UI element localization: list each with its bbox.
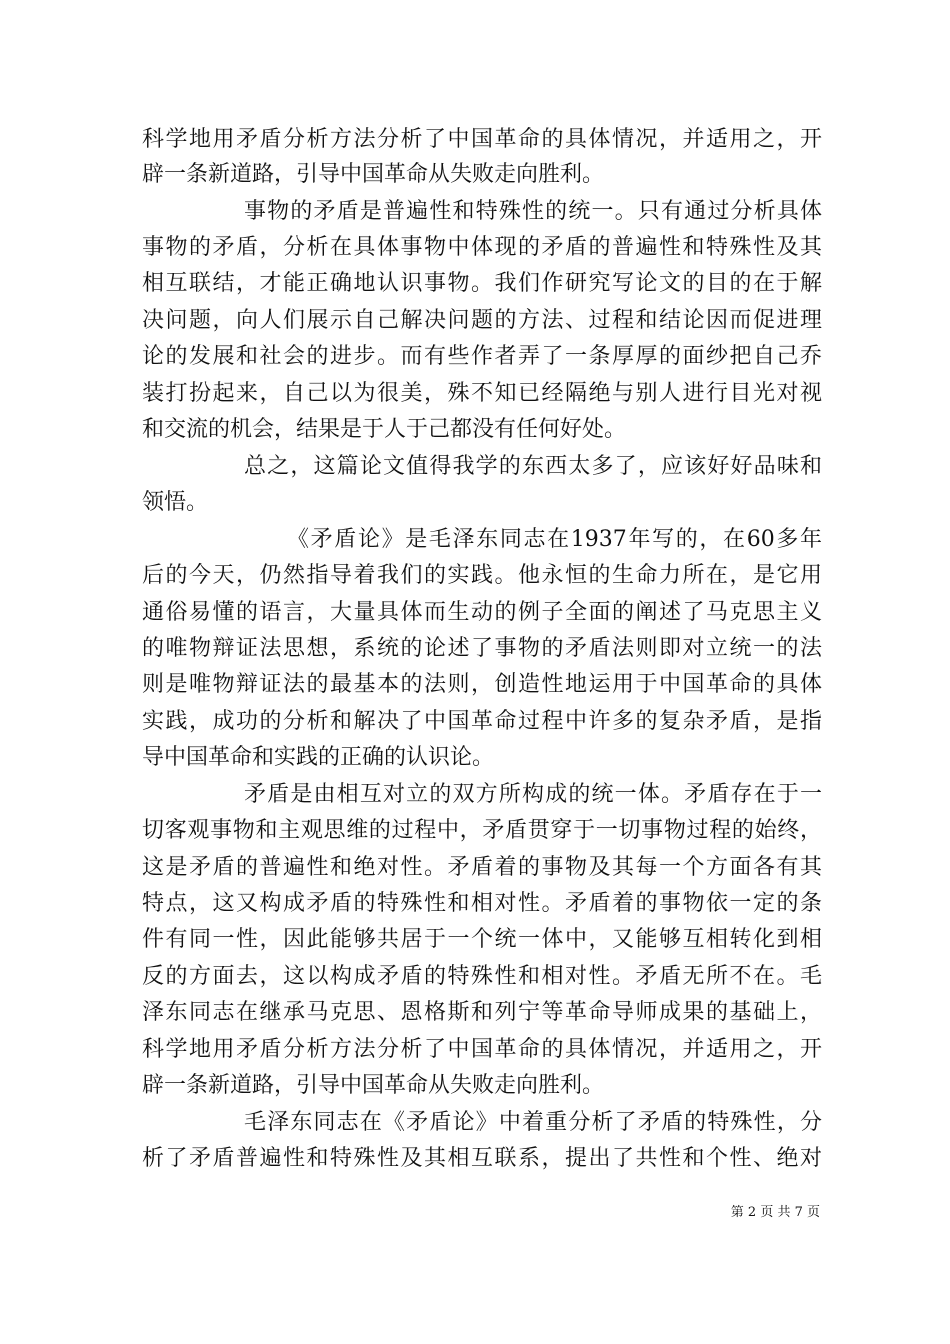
text-line: 切客观事物和主观思维的过程中，矛盾贯穿于一切事物过程的始终， bbox=[142, 818, 822, 843]
text-line: 后的今天，仍然指导着我们的实践。他永恒的生命力所在，是它用 bbox=[142, 563, 822, 588]
paragraph-start-line: 矛盾是由相互对立的双方所构成的统一体。矛盾存在于一 bbox=[244, 782, 822, 807]
text-line: 这是矛盾的普遍性和绝对性。矛盾着的事物及其每一个方面各有其 bbox=[142, 855, 822, 880]
text-line: 析了矛盾普遍性和特殊性及其相互联系，提出了共性和个性、绝对 bbox=[142, 1146, 822, 1171]
text-line: 泽东同志在继承马克思、恩格斯和列宁等革命导师成果的基础上， bbox=[142, 1000, 822, 1025]
text-line: 相互联结，才能正确地认识事物。我们作研究写论文的目的在于解 bbox=[142, 271, 822, 296]
paragraph-start-line: 《矛盾论》是毛泽东同志在1937年写的，在60多年 bbox=[287, 527, 822, 552]
text-line: 件有同一性，因此能够共居于一个统一体中，又能够互相转化到相 bbox=[142, 927, 822, 952]
text-line: 决问题，向人们展示自己解决问题的方法、过程和结论因而促进理 bbox=[142, 308, 822, 333]
text-line: 实践，成功的分析和解决了中国革命过程中许多的复杂矛盾，是指 bbox=[142, 709, 822, 734]
text-line: 通俗易懂的语言，大量具体而生动的例子全面的阐述了马克思主义 bbox=[142, 600, 822, 625]
text-line: 事物的矛盾，分析在具体事物中体现的矛盾的普遍性和特殊性及其 bbox=[142, 235, 822, 260]
text-line: 和交流的机会，结果是于人于己都没有任何好处。 bbox=[142, 417, 627, 442]
text-line: 论的发展和社会的进步。而有些作者弄了一条厚厚的面纱把自己乔 bbox=[142, 344, 822, 369]
text-line: 则是唯物辩证法的最基本的法则，创造性地运用于中国革命的具体 bbox=[142, 672, 822, 697]
text-line: 科学地用矛盾分析方法分析了中国革命的具体情况，并适用之，开 bbox=[142, 127, 822, 152]
text-line: 导中国革命和实践的正确的认识论。 bbox=[142, 745, 495, 770]
text-line: 装打扮起来，自己以为很美，殊不知已经隔绝与别人进行目光对视 bbox=[142, 381, 822, 406]
page-number-footer: 第 2 页 共 7 页 bbox=[730, 1205, 820, 1220]
text-line: 辟一条新道路，引导中国革命从失败走向胜利。 bbox=[142, 1073, 605, 1098]
paragraph-start-line: 毛泽东同志在《矛盾论》中着重分析了矛盾的特殊性，分 bbox=[244, 1110, 822, 1135]
text-line: 科学地用矛盾分析方法分析了中国革命的具体情况，并适用之，开 bbox=[142, 1037, 822, 1062]
text-line: 的唯物辩证法思想，系统的论述了事物的矛盾法则即对立统一的法 bbox=[142, 636, 822, 661]
paragraph-start-line: 总之，这篇论文值得我学的东西太多了，应该好好品味和 bbox=[244, 454, 822, 479]
text-line: 领悟。 bbox=[142, 490, 209, 515]
paragraph-start-line: 事物的矛盾是普遍性和特殊性的统一。只有通过分析具体 bbox=[244, 199, 822, 224]
text-line: 反的方面去，这以构成矛盾的特殊性和相对性。矛盾无所不在。毛 bbox=[142, 964, 822, 989]
text-line: 辟一条新道路，引导中国革命从失败走向胜利。 bbox=[142, 162, 605, 187]
text-line: 特点，这又构成矛盾的特殊性和相对性。矛盾着的事物依一定的条 bbox=[142, 891, 822, 916]
